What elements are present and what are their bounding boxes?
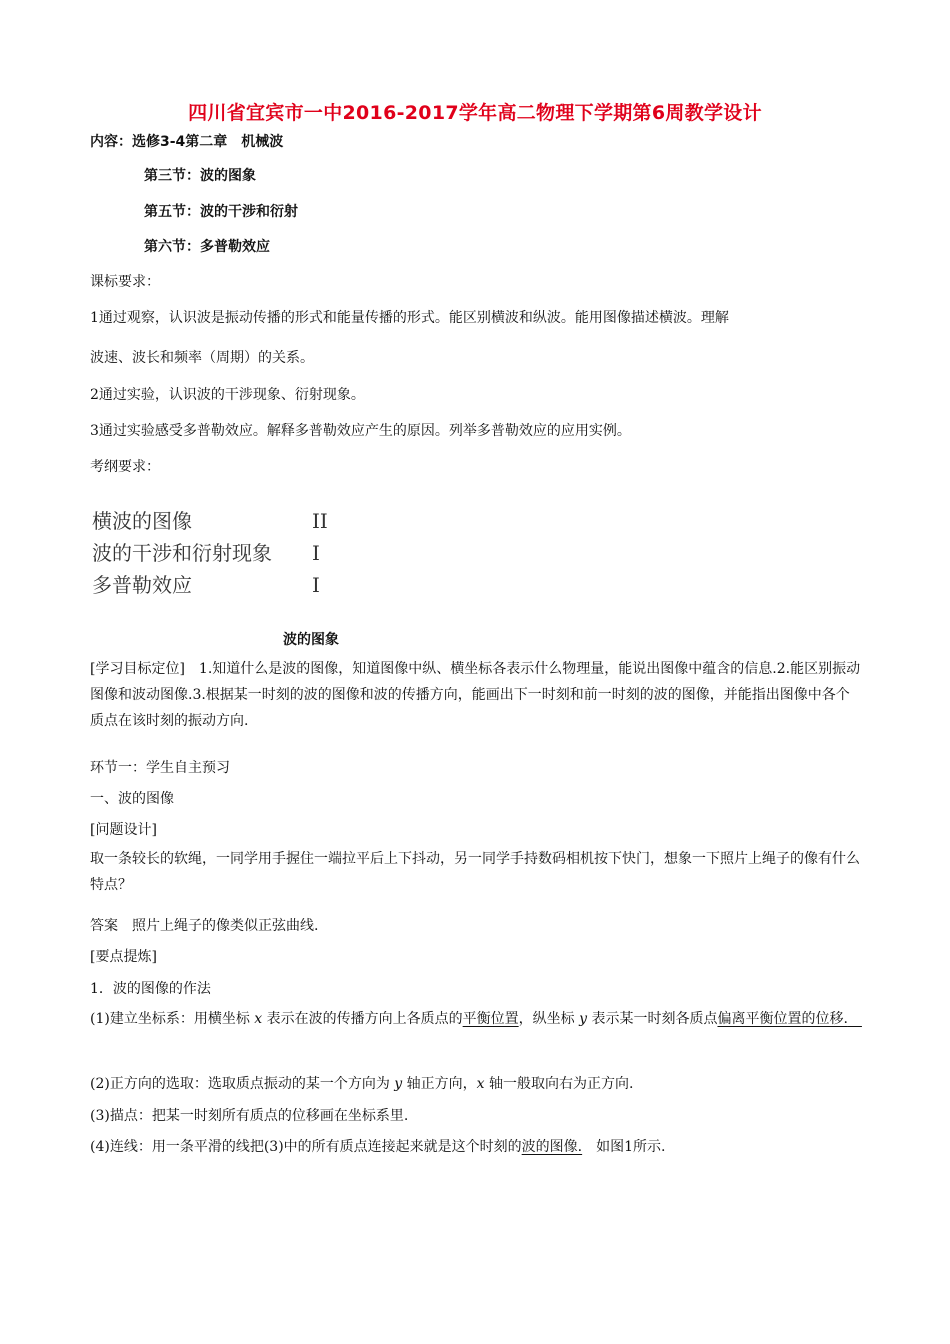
keypoints-label: [要点提炼] xyxy=(90,949,157,965)
stage-heading: 环节一：学生自主预习 xyxy=(90,760,230,776)
curriculum-item: 1通过观察，认识波是振动传播的形式和能量传播的形式。能区别横波和纵波。能用图像描述横波。理解 xyxy=(90,310,729,326)
section-item: 第五节：波的干涉和衍射 xyxy=(144,204,298,220)
section-item: 第六节：多普勒效应 xyxy=(144,239,270,255)
step-1 xyxy=(90,1006,862,1032)
x-variable: x xyxy=(476,1076,485,1092)
exam-requirements-table xyxy=(92,505,342,601)
exam-row xyxy=(92,505,342,537)
underlined-term: 波的图像. xyxy=(521,1139,583,1155)
step-4-pre: (4)连线：用一条平滑的线把(3)中的所有质点连接起来就是这个时刻的 xyxy=(90,1139,522,1155)
step-1-pre: (1)建立坐标系：用横坐标 xyxy=(90,1011,255,1027)
step-4 xyxy=(90,1137,665,1157)
step-1-mid1: 表示在波的传播方向上各质点的 xyxy=(262,1011,463,1027)
step-2-post: 轴一般取向右为正方向. xyxy=(484,1076,634,1092)
exam-row xyxy=(92,569,342,601)
curriculum-item: 波速、波长和频率（周期）的关系。 xyxy=(90,350,314,366)
exam-topic: 多普勒效应 xyxy=(92,573,192,597)
x-variable: x xyxy=(254,1011,263,1027)
step-4-post: 如图1所示. xyxy=(582,1139,666,1155)
step-1-mid3: 表示某一时刻各质点 xyxy=(587,1011,718,1027)
y-variable: y xyxy=(579,1011,588,1027)
question-label: [问题设计] xyxy=(90,822,157,838)
step-2-pre: (2)正方向的选取：选取质点振动的某一个方向为 xyxy=(90,1076,395,1092)
curriculum-label: 课标要求： xyxy=(90,274,160,290)
part-heading: 一、波的图像 xyxy=(90,791,174,807)
method-title: 1．波的图像的作法 xyxy=(90,981,211,997)
curriculum-item: 3通过实验感受多普勒效应。解释多普勒效应产生的原因。列举多普勒效应的应用实例。 xyxy=(90,423,631,439)
answer-text: 答案 照片上绳子的像类似正弦曲线. xyxy=(90,918,319,934)
underline-tail xyxy=(848,1011,862,1027)
y-variable: y xyxy=(394,1076,403,1092)
exam-level: I xyxy=(312,541,320,565)
underlined-term: 平衡位置 xyxy=(462,1011,519,1027)
content-line: 内容：选修3-4第二章 机械波 xyxy=(90,134,284,150)
exam-topic: 波的干涉和衍射现象 xyxy=(92,541,272,565)
step-3: (3)描点：把某一时刻所有质点的位移画在坐标系里. xyxy=(90,1108,409,1124)
step-1-mid2: ，纵坐标 xyxy=(518,1011,580,1027)
curriculum-item: 2通过实验，认识波的干涉现象、衍射现象。 xyxy=(90,387,365,403)
exam-level: I xyxy=(312,573,320,597)
exam-label: 考纲要求： xyxy=(90,459,160,475)
exam-topic: 横波的图像 xyxy=(92,509,192,533)
learning-objectives: [学习目标定位] 1.知道什么是波的图像，知道图像中纵、横坐标各表示什么物理量，能说出图像中蕴含的信息.2.能区别振动图像和波动图像.3.根据某一时刻的波的图像和波的传播方向，能画出下一时刻和前一时刻的波的图像，并能指出图像中各个质点在该时刻的振动方向. xyxy=(90,661,861,729)
question-text: 取一条较长的软绳，一同学用手握住一端拉平后上下抖动，另一同学手持数码相机按下快门，想象一下照片上绳子的像有什么特点？ xyxy=(90,851,860,893)
exam-level: II xyxy=(312,509,328,533)
step-2-mid: 轴正方向， xyxy=(402,1076,477,1092)
section-item: 第三节：波的图象 xyxy=(144,168,256,184)
underlined-term: 偏离平衡位置的位移. xyxy=(717,1011,848,1027)
exam-row xyxy=(92,537,342,569)
document-title: 四川省宜宾市一中2016-2017学年高二物理下学期第6周教学设计 xyxy=(188,102,762,124)
lesson-heading: 波的图象 xyxy=(283,632,339,648)
step-2 xyxy=(90,1074,633,1094)
